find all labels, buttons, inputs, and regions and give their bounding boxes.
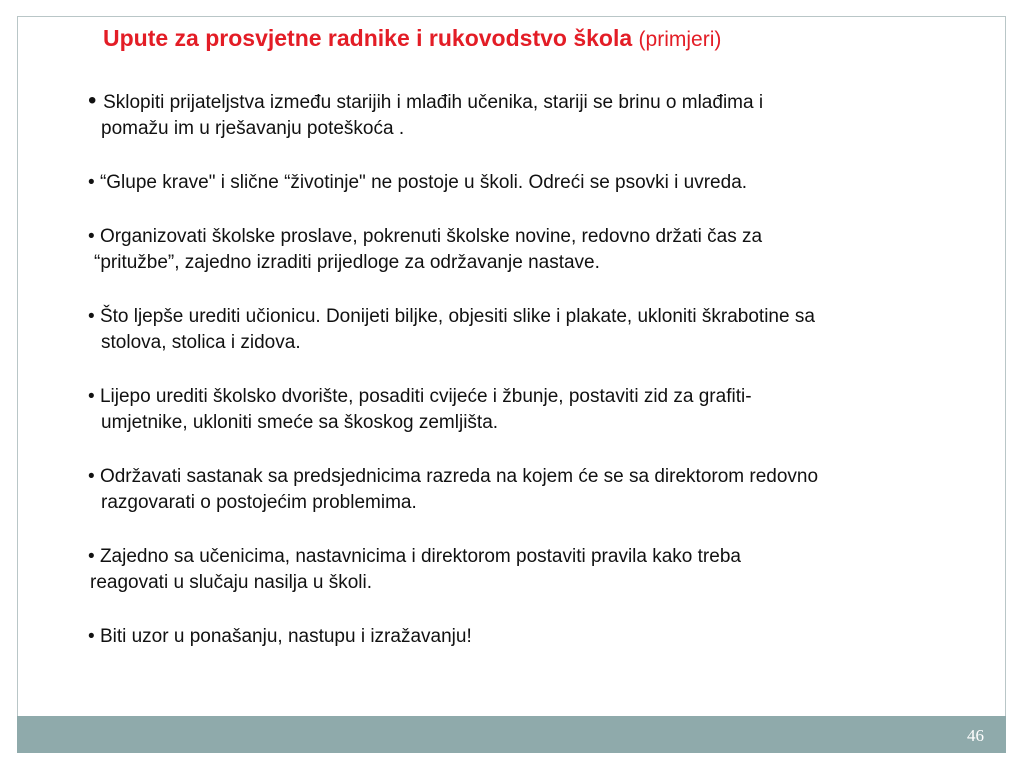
- footer-bar: [17, 716, 1006, 753]
- bullet-text-line1: Sklopiti prijateljstva između starijih i mlađih učenika, stariji se brinu o mlađima i: [103, 92, 764, 113]
- bullet-text-line2: razgovarati o postojećim problemima.: [101, 492, 417, 513]
- slide-title-suffix: (primjeri): [638, 28, 722, 51]
- bullet-marker: •: [88, 226, 100, 247]
- bullet-text-line1: Organizovati školske proslave, pokrenuti školske novine, redovno držati čas za: [99, 226, 763, 247]
- bullet-item: [88, 624, 988, 650]
- bullet-item: [88, 304, 988, 356]
- bullet-marker: •: [88, 626, 100, 647]
- bullet-text-line2: stolova, stolica i zidova.: [101, 332, 301, 353]
- bullet-item: [88, 464, 988, 516]
- bullet-list: [88, 88, 988, 678]
- bullet-item: [88, 224, 988, 276]
- bullet-marker: •: [88, 306, 100, 327]
- bullet-marker: •: [88, 546, 100, 567]
- bullet-text-line2: pomažu im u rješavanju poteškoća .: [101, 118, 405, 139]
- bullet-text-line1: Lijepo urediti školsko dvorište, posaditi cvijeće i žbunje, postaviti zid za grafiti-: [99, 386, 752, 407]
- bullet-text-line1: Biti uzor u ponašanju, nastupu i izražavanju!: [99, 626, 472, 647]
- bullet-text-line1: “Glupe krave" i slične “životinje" ne postoje u školi. Odreći se psovki i uvreda.: [99, 172, 748, 193]
- bullet-marker: •: [88, 87, 104, 114]
- slide-title-main: Upute za prosvjetne radnike i rukovodstvo škola: [103, 25, 633, 51]
- bullet-text-line2: “pritužbe”, zajedno izraditi prijedloge za održavanje nastave.: [94, 252, 600, 273]
- bullet-marker: •: [88, 386, 100, 407]
- slide-title: [103, 24, 721, 54]
- bullet-item: [88, 170, 988, 196]
- bullet-text-line1: Zajedno sa učenicima, nastavnicima i direktorom postaviti pravila kako treba: [99, 546, 741, 567]
- bullet-item: [88, 544, 988, 596]
- page-number: 46: [967, 726, 984, 745]
- bullet-text-line1: Što ljepše urediti učionicu. Donijeti biljke, objesiti slike i plakate, ukloniti škrabotine sa: [99, 306, 815, 327]
- bullet-text-line1: Održavati sastanak sa predsjednicima razreda na kojem će se sa direktorom redovno: [99, 466, 819, 487]
- bullet-marker: •: [88, 172, 100, 193]
- bullet-text-line2: reagovati u slučaju nasilja u školi.: [90, 572, 372, 593]
- bullet-text-line2: umjetnike, ukloniti smeće sa škoskog zemljišta.: [101, 412, 499, 433]
- bullet-item: [88, 88, 988, 142]
- bullet-marker: •: [88, 466, 100, 487]
- bullet-item: [88, 384, 988, 436]
